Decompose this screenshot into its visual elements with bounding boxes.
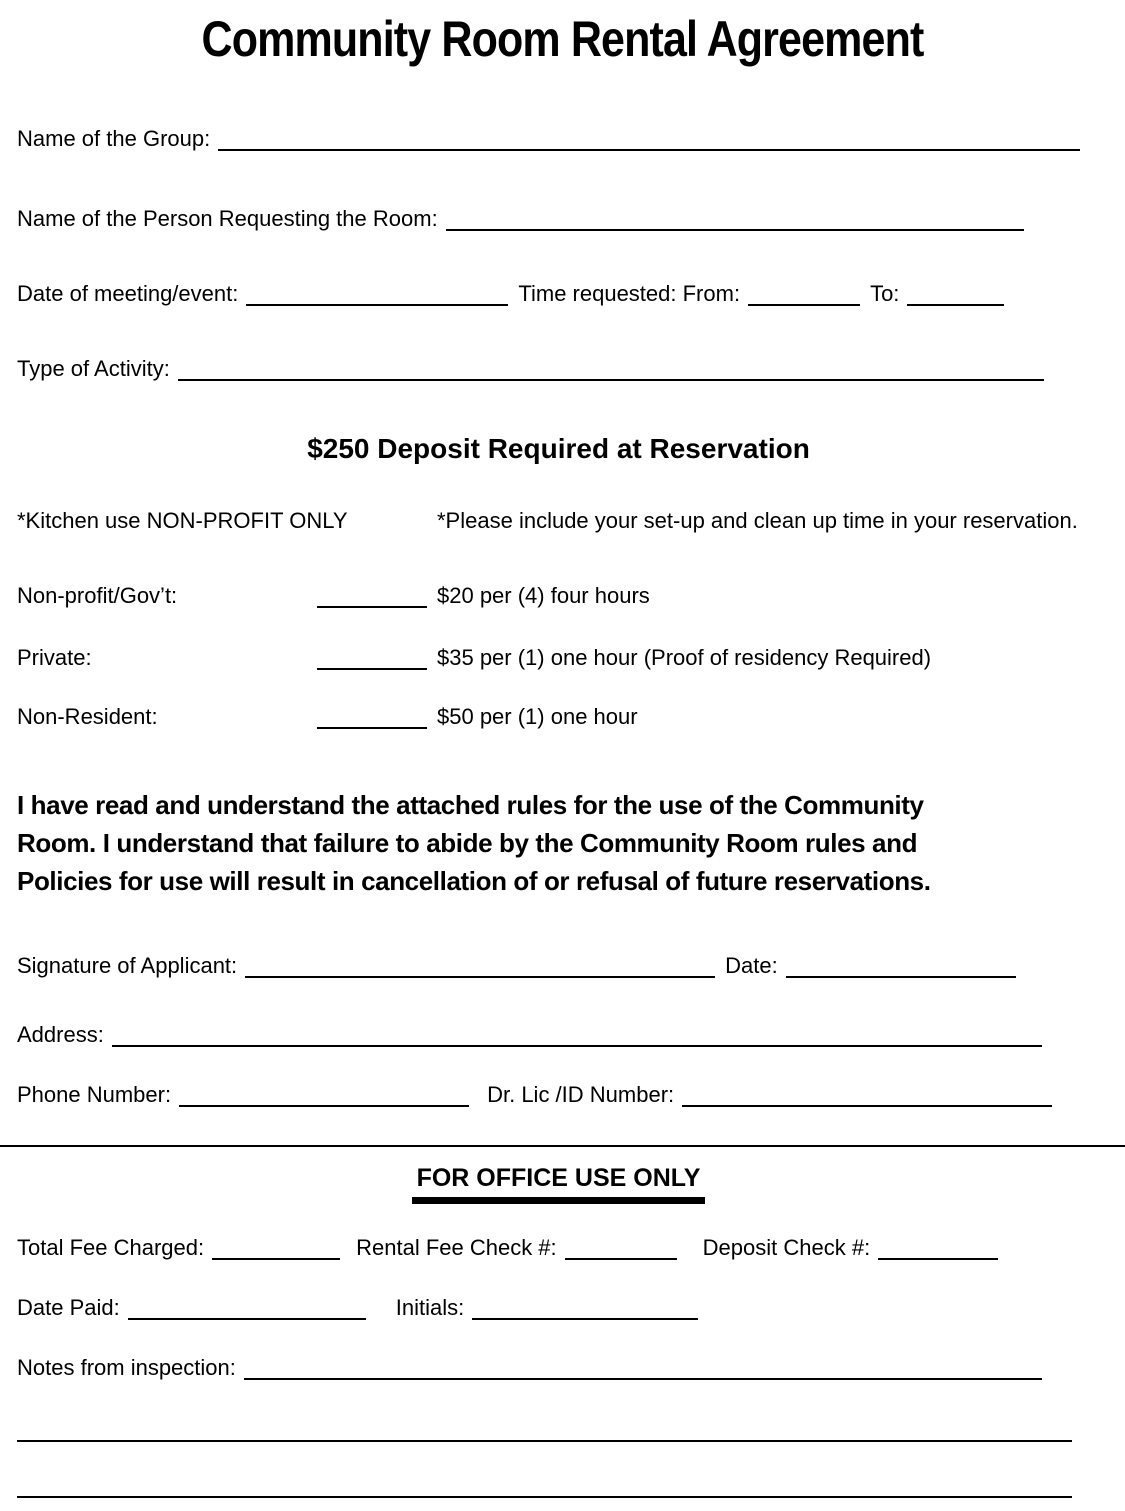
signature-field <box>245 976 715 978</box>
rate-text: $50 per (1) one hour <box>437 704 638 729</box>
phone-label: Phone Number: <box>17 1082 172 1107</box>
person-row <box>17 206 1100 232</box>
activity-label: Type of Activity: <box>17 356 170 381</box>
notes-row-top <box>17 508 1100 534</box>
office-heading: FOR OFFICE USE ONLY <box>412 1163 706 1204</box>
rate-field <box>317 606 427 608</box>
time-to-field <box>907 304 1004 306</box>
deposit-check-field <box>878 1258 998 1260</box>
address-label: Address: <box>17 1022 104 1047</box>
fees-row <box>17 1235 1100 1261</box>
agreement-line: Policies for use will result in cancellation of or refusal of future reservations. <box>17 866 931 896</box>
phone-license-row <box>17 1082 1100 1108</box>
group-row <box>17 126 1100 152</box>
phone-field <box>179 1105 469 1107</box>
inspection-notes-row <box>17 1355 1100 1381</box>
rate-row-nonprofit <box>17 583 1100 609</box>
signature-date-label: Date: <box>725 953 778 978</box>
rate-row-private <box>17 645 1100 671</box>
section-divider <box>0 1145 1125 1147</box>
group-label: Name of the Group: <box>17 126 211 151</box>
rate-field <box>317 668 427 670</box>
inspection-notes-line-2 <box>17 1440 1072 1442</box>
deposit-check-label: Deposit Check #: <box>702 1235 871 1260</box>
setup-note: *Please include your set-up and clean up time in your reservation. <box>437 508 1078 533</box>
signature-label: Signature of Applicant: <box>17 953 238 978</box>
total-fee-label: Total Fee Charged: <box>17 1235 205 1260</box>
rate-field <box>317 727 427 729</box>
address-field <box>112 1045 1042 1047</box>
rate-text: $35 per (1) one hour (Proof of residency Required) <box>437 645 932 670</box>
total-fee-field <box>212 1258 340 1260</box>
initials-label: Initials: <box>395 1295 465 1320</box>
activity-field <box>178 379 1044 381</box>
person-label: Name of the Person Requesting the Room: <box>17 206 438 231</box>
rate-row-nonresident <box>17 704 1100 730</box>
address-row <box>17 1022 1100 1048</box>
agreement-line: Room. I understand that failure to abide by the Community Room rules and <box>17 828 918 858</box>
license-label: Dr. Lic /ID Number: <box>487 1082 675 1107</box>
signature-row <box>17 953 1100 979</box>
page-title: Community Room Rental Agreement <box>201 11 924 67</box>
person-field <box>446 229 1024 231</box>
rate-label: Non-profit/Gov’t: <box>17 583 178 608</box>
deposit-heading-row <box>17 432 1100 466</box>
date-time-row <box>17 281 1100 307</box>
rate-label: Private: <box>17 645 92 670</box>
inspection-notes-line-3 <box>17 1496 1072 1498</box>
initials-field <box>472 1318 698 1320</box>
rate-text: $20 per (4) four hours <box>437 583 650 608</box>
kitchen-note: *Kitchen use NON-PROFIT ONLY <box>17 508 348 533</box>
signature-date-field <box>786 976 1016 978</box>
deposit-heading: $250 Deposit Required at Reservation <box>307 433 810 464</box>
time-from-label: Time requested: From: <box>518 281 741 306</box>
meeting-date-field <box>246 304 508 306</box>
date-paid-field <box>128 1318 366 1320</box>
meeting-date-label: Date of meeting/event: <box>17 281 239 306</box>
to-label: To: <box>870 281 900 306</box>
inspection-notes-field <box>244 1378 1042 1380</box>
office-heading-row <box>17 1163 1100 1204</box>
agreement-paragraph <box>17 786 1100 900</box>
rental-check-field <box>565 1258 677 1260</box>
rental-check-label: Rental Fee Check #: <box>356 1235 557 1260</box>
date-paid-label: Date Paid: <box>17 1295 120 1320</box>
rate-label: Non-Resident: <box>17 704 158 729</box>
group-field <box>218 149 1080 151</box>
agreement-line: I have read and understand the attached rules for the use of the Community <box>17 790 924 820</box>
time-from-field <box>748 304 860 306</box>
license-field <box>682 1105 1052 1107</box>
activity-row <box>17 356 1100 382</box>
date-paid-row <box>17 1295 1100 1321</box>
inspection-notes-label: Notes from inspection: <box>17 1355 236 1380</box>
